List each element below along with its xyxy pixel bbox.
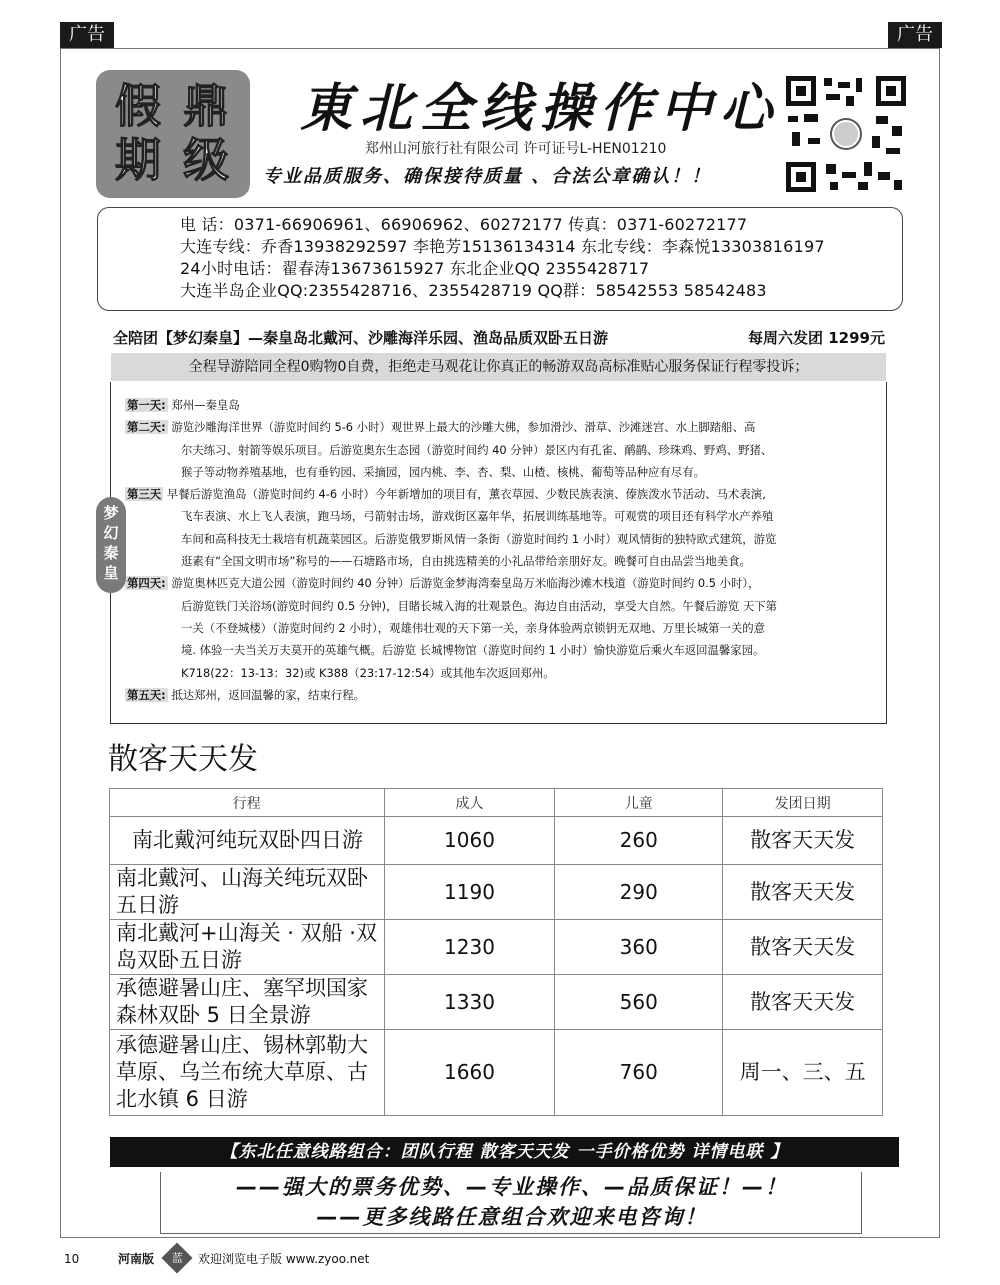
- day-line: 游览沙雕海洋世界（游览时间约 5-6 小时）观世界上最大的沙雕大佛，参加滑沙、滑草、沙滩迷宫、水上脚踏船、高: [171, 420, 756, 435]
- cell-child-price: 260: [555, 817, 723, 865]
- ad-tag-right: 广告: [888, 22, 942, 48]
- itinerary-day: [125, 394, 878, 416]
- ad-tag-left: 广告: [60, 22, 114, 48]
- cell-date: 散客天天发: [723, 817, 883, 865]
- edition-icon-char: 蓝: [171, 1251, 183, 1264]
- itinerary-day: [125, 684, 878, 706]
- route-combo-banner: 【东北任意线路组合：团队行程 散客天天发 一手价格优势 详情电联 】: [110, 1137, 899, 1167]
- day-line: 逛素有“全国文明市场”称号的——石塘路市场，自由挑选精美的小礼品带给亲朋好友。晚餐可自由品尝当地美食。: [181, 554, 751, 569]
- cell-child-price: 760: [555, 1030, 723, 1116]
- edition-diamond-icon: [161, 1242, 192, 1273]
- logo-char: 假: [115, 79, 161, 133]
- day-label: 第四天:: [127, 576, 166, 591]
- cell-date: 散客天天发: [723, 975, 883, 1030]
- side-tab-char: 幻: [103, 524, 119, 542]
- day-line: 尔夫练习、射箭等娱乐项目。后游览奥东生态园（游览时间约 40 分钟）景区内有孔雀、鸸鹋、珍珠鸡、野鸡、野猪、: [181, 442, 773, 457]
- cell-child-price: 290: [555, 865, 723, 920]
- table-row: [110, 817, 883, 865]
- cell-date: 周一、三、五: [723, 1030, 883, 1116]
- contact-phone-fax: 电 话：0371-66906961、66906962、60272177 传真：0371-60272177: [180, 215, 748, 234]
- itinerary-box: [110, 382, 887, 724]
- itinerary-day: [125, 416, 878, 483]
- table-row: [110, 975, 883, 1030]
- price-table: [109, 788, 883, 1116]
- day-label: 第二天:: [127, 420, 166, 435]
- day-line: K718(22：13-13：32)或 K388（23:17-12:54）或其他车次返回郑州。: [181, 665, 555, 680]
- qr-finder: [786, 162, 816, 192]
- col-header-child: 儿童: [555, 789, 723, 817]
- logo-char: 级: [183, 133, 229, 187]
- day-line: 抵达郑州，返回温馨的家，结束行程。: [171, 687, 366, 702]
- day-line: 一关（不登城楼）（游览时间约 2 小时），观雄伟壮观的天下第一关，亲身体验两京锁钥无双地、万里长城第一关的意: [181, 620, 766, 635]
- cell-adult-price: 1660: [384, 1030, 555, 1116]
- cell-route: 承德避暑山庄、塞罕坝国家森林双卧 5 日全景游: [110, 975, 385, 1030]
- col-header-route: 行程: [110, 789, 385, 817]
- day-label: 第一天:: [127, 398, 166, 412]
- cell-date: 散客天天发: [723, 865, 883, 920]
- cell-route: 南北戴河+山海关 · 双船 ·双岛双卧五日游: [110, 920, 385, 975]
- edition-label: 河南版: [118, 1252, 155, 1266]
- day-label: 第五天:: [127, 687, 166, 702]
- tour-header: [113, 326, 885, 350]
- col-header-adult: 成人: [384, 789, 555, 817]
- brand-slogan: 专业品质服务、确保接待质量 、合法公章确认！！: [263, 166, 712, 187]
- day-line: 飞车表演、水上飞人表演，跑马场，弓箭射击场，游戏街区嘉年华，拓展训练基地等。可观赏的项目还有科学水产养殖: [181, 509, 774, 524]
- logo-char: 鼎: [183, 79, 229, 133]
- cell-date: 散客天天发: [723, 920, 883, 975]
- page-number: 10: [64, 1252, 80, 1266]
- section-title: 散客天天发: [108, 742, 258, 777]
- table-row: [110, 920, 883, 975]
- brand-title: 東北全线操作中心: [300, 78, 781, 139]
- footer-url[interactable]: 欢迎浏览电子版 www.zyoo.net: [198, 1252, 370, 1266]
- qr-code[interactable]: [786, 76, 906, 192]
- cell-adult-price: 1190: [384, 865, 555, 920]
- day-line: 境. 体验一夫当关万夫莫开的英雄气概。后游览 长城博物馆（游览时间约 1 小时）愉快游览后乘火车返回温馨家园。: [181, 643, 765, 658]
- qr-finder: [876, 76, 906, 106]
- cell-child-price: 360: [555, 920, 723, 975]
- promo-line-ticketing: ——强大的票务优势、—专业操作、—品质保证！—！: [236, 1175, 788, 1199]
- col-header-date: 发团日期: [723, 789, 883, 817]
- contact-24h-line: 24小时电话：翟春涛13673615927 东北企业QQ 2355428717: [180, 259, 650, 278]
- promo-box: [160, 1172, 862, 1234]
- tour-title: 全陪团【梦幻秦皇】—秦皇岛北戴河、沙雕海洋乐园、渔岛品质双卧五日游: [113, 329, 609, 347]
- table-row: [110, 865, 883, 920]
- brand-logo: [96, 70, 250, 198]
- day-line: 猴子等动物养殖基地，也有垂钓园、采摘园，园内桃、李、杏、梨、山楂、核桃、葡萄等品种应有尽有。: [181, 464, 705, 479]
- qr-center-logo: [832, 120, 860, 148]
- cell-child-price: 560: [555, 975, 723, 1030]
- contact-dalian-line: 大连专线：乔香13938292597 李艳芳15136134314 东北专线：李森悦13303816197: [180, 237, 825, 256]
- tour-schedule-price: 每周六发团 1299元: [748, 329, 885, 347]
- day-line: 郑州—秦皇岛: [171, 398, 240, 412]
- cell-adult-price: 1230: [384, 920, 555, 975]
- contact-qq-line: 大连半岛企业QQ:2355428716、2355428719 QQ群：58542553 58542483: [180, 281, 767, 300]
- contact-box: [97, 207, 903, 311]
- day-label: 第三天: [127, 487, 162, 502]
- side-tab-dream-qinhuang: [96, 497, 126, 593]
- itinerary-day: [125, 572, 878, 683]
- logo-char: 期: [115, 133, 161, 187]
- side-tab-char: 秦: [103, 544, 119, 562]
- cell-adult-price: 1060: [384, 817, 555, 865]
- cell-route: 承德避暑山庄、锡林郭勒大草原、乌兰布统大草原、古北水镇 6 日游: [110, 1030, 385, 1116]
- company-license: 郑州山河旅行社有限公司 许可证号L-HEN01210: [365, 141, 667, 157]
- side-tab-char: 皇: [103, 564, 119, 582]
- promo-line-consult: ——更多线路任意组合欢迎来电咨询！: [316, 1205, 708, 1229]
- table-row: [110, 1030, 883, 1116]
- tour-subtitle: 全程导游陪同全程0购物0自费，拒绝走马观花让你真正的畅游双岛高标准贴心服务保证行程零投诉；: [111, 353, 886, 381]
- cell-adult-price: 1330: [384, 975, 555, 1030]
- itinerary-day: [125, 483, 878, 572]
- cell-route: 南北戴河纯玩双卧四日游: [110, 817, 385, 865]
- cell-route: 南北戴河、山海关纯玩双卧五日游: [110, 865, 385, 920]
- day-line: 游览奥林匹克大道公园（游览时间约 40 分钟）后游览金梦海湾秦皇岛万米临海沙滩木栈道（游览时间约 0.5 小时），: [171, 576, 760, 591]
- day-line: 车间和高科技无土栽培有机蔬菜园区。后游览俄罗斯风情一条街（游览时间约 1 小时）观风情街的独特欧式建筑，游览: [181, 531, 777, 546]
- table-header-row: [110, 789, 883, 817]
- qr-finder: [786, 76, 816, 106]
- day-line: 早餐后游览渔岛（游览时间约 4-6 小时）今年新增加的项目有，薰衣草园、少数民族表演、傣族泼水节活动、马术表演,: [166, 487, 766, 502]
- side-tab-char: 梦: [103, 504, 119, 522]
- day-line: 后游览铁门关浴场(游览时间约 0.5 分钟)，目睹长城入海的壮观景色。海边自由活动，享受大自然。午餐后游览 天下第: [181, 598, 778, 613]
